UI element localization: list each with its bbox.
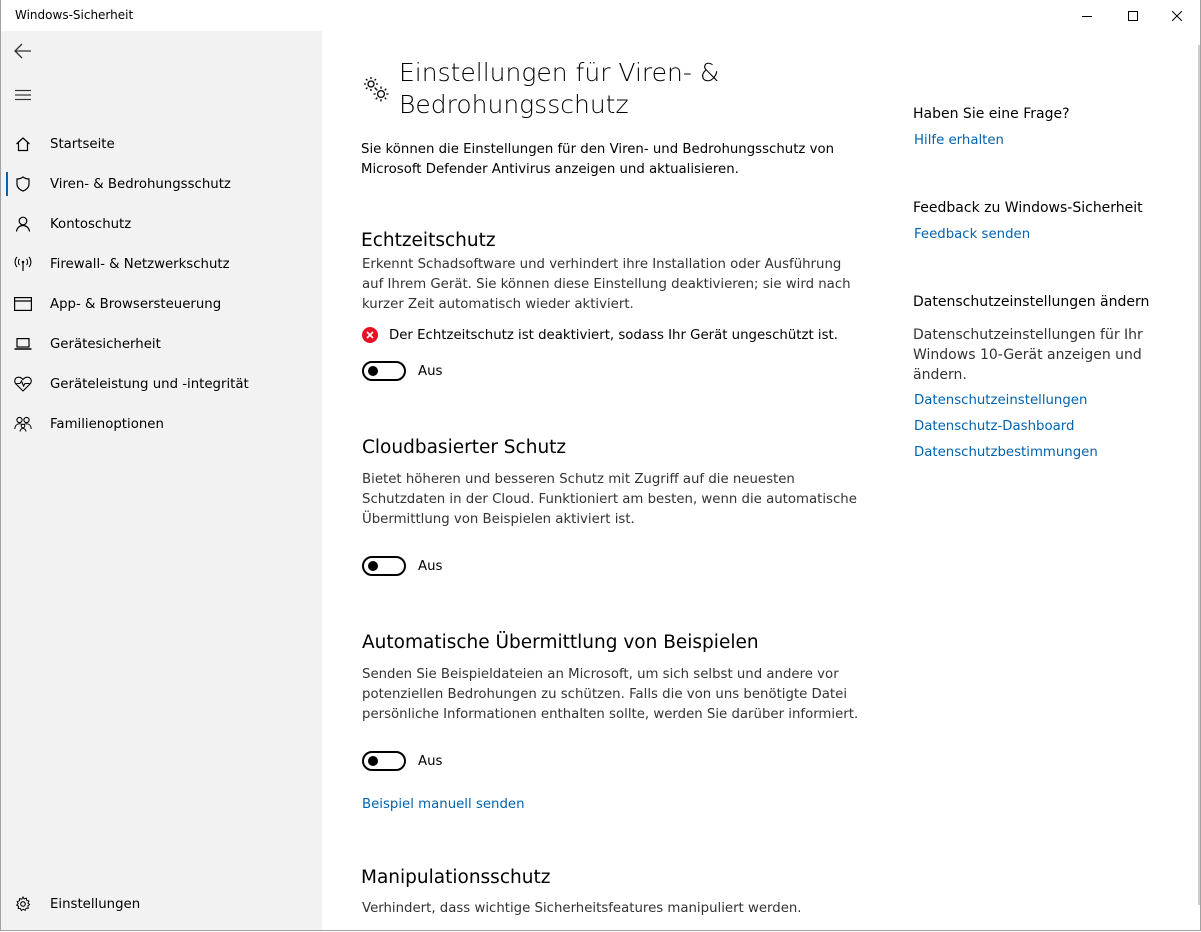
laptop-icon bbox=[14, 336, 32, 352]
toggle-knob bbox=[368, 561, 378, 571]
minimize-icon bbox=[1082, 11, 1092, 21]
toggle-uebermittlung-row bbox=[362, 750, 442, 772]
selection-indicator bbox=[6, 172, 8, 196]
privacy-statement-link[interactable]: Datenschutzbestimmungen bbox=[914, 445, 1098, 460]
realtime-warning bbox=[362, 325, 838, 345]
privacy-settings-link[interactable]: Datenschutzeinstellungen bbox=[914, 393, 1088, 408]
privacy-dashboard-link[interactable]: Datenschutz-Dashboard bbox=[914, 419, 1075, 434]
close-icon bbox=[1172, 11, 1182, 21]
gears-icon bbox=[362, 75, 390, 103]
section-heading-cloudbasierter-schutz: Cloudbasierter Schutz bbox=[362, 437, 567, 458]
hamburger-icon bbox=[15, 89, 31, 101]
heart-pulse-icon bbox=[14, 376, 32, 392]
browser-window-icon bbox=[14, 296, 32, 312]
intro-text: Sie können die Einstellungen für den Viren- und Bedrohungsschutz von Microsoft Defender Antivirus anzeigen und aktualisieren. bbox=[361, 142, 835, 177]
help-link[interactable]: Hilfe erhalten bbox=[914, 133, 1004, 148]
error-icon bbox=[362, 327, 378, 343]
send-sample-manually-link[interactable]: Beispiel manuell senden bbox=[362, 797, 525, 812]
feedback-link[interactable]: Feedback senden bbox=[914, 227, 1031, 242]
question-heading: Haben Sie eine Frage? bbox=[913, 106, 1070, 122]
sidebar-item-geraeteleistung-integritaet[interactable]: Geräteleistung und -integrität bbox=[1, 364, 322, 404]
toggle-cloudschutz-row bbox=[362, 555, 442, 577]
home-icon bbox=[14, 136, 32, 152]
sidebar-item-kontoschutz[interactable]: Kontoschutz bbox=[1, 204, 322, 244]
section-heading-manipulationsschutz: Manipulationsschutz bbox=[361, 867, 551, 888]
window-title: Windows-Sicherheit bbox=[15, 8, 134, 22]
toggle-state-label: Aus bbox=[418, 558, 443, 574]
section-description-automatische-uebermittlung: Senden Sie Beispieldateien an Microsoft, um sich selbst und andere vor potenziellen Bedrohungen zu schützen. Falls die von uns benötigte Datei persönliche Informationen enthalten sollte, werden Sie darüber informiert. bbox=[362, 667, 859, 722]
title-bar bbox=[1, 0, 1200, 31]
page-title: Einstellungen für Viren- & Bedrohungsschutz bbox=[399, 58, 720, 119]
feedback-heading: Feedback zu Windows-Sicherheit bbox=[913, 200, 1143, 216]
sidebar bbox=[1, 31, 322, 931]
toggle-knob bbox=[368, 756, 378, 766]
family-icon bbox=[14, 416, 32, 432]
sidebar-item-startseite[interactable]: Startseite bbox=[1, 124, 322, 164]
scrollbar[interactable] bbox=[1198, 45, 1200, 905]
section-heading-echtzeitschutz: Echtzeitschutz bbox=[361, 230, 496, 251]
sidebar-item-firewall-netzwerkschutz[interactable]: Firewall- & Netzwerkschutz bbox=[1, 244, 322, 284]
sidebar-item-einstellungen[interactable]: Einstellungen bbox=[1, 884, 322, 924]
minimize-button[interactable] bbox=[1064, 0, 1110, 31]
toggle-state-label: Aus bbox=[418, 363, 443, 379]
section-description-echtzeitschutz: Erkennt Schadsoftware und verhindert ihre Installation oder Ausführung auf Ihrem Gerät. Sie können diese Einstellung deaktivieren; sie wird nach kurzer Zeit automatisch wieder aktiviert. bbox=[362, 257, 851, 312]
section-description-cloudbasierter-schutz: Bietet höheren und besseren Schutz mit Zugriff auf die neuesten Schutzdaten in der Cloud. Funktioniert am besten, wenn die automatische Übermittlung von Beispielen aktiviert ist. bbox=[362, 472, 857, 527]
maximize-button[interactable] bbox=[1110, 0, 1156, 31]
toggle-echtzeitschutz-row bbox=[362, 360, 442, 382]
toggle-state-label: Aus bbox=[418, 753, 443, 769]
person-icon bbox=[14, 216, 32, 232]
gear-icon bbox=[14, 896, 32, 912]
sidebar-item-app-browsersteuerung[interactable]: App- & Browsersteuerung bbox=[1, 284, 322, 324]
privacy-text: Datenschutzeinstellungen für Ihr Windows 10-Gerät anzeigen und ändern. bbox=[913, 327, 1143, 383]
sidebar-item-viren-bedrohungsschutz[interactable]: Viren- & Bedrohungsschutz bbox=[1, 164, 322, 204]
hamburger-menu-button[interactable] bbox=[1, 75, 45, 115]
shield-icon bbox=[14, 176, 32, 192]
back-button[interactable] bbox=[1, 31, 45, 71]
sidebar-item-familienoptionen[interactable]: Familienoptionen bbox=[1, 404, 322, 444]
warning-text: Der Echtzeitschutz ist deaktiviert, sodass Ihr Gerät ungeschützt ist. bbox=[389, 327, 838, 343]
section-description-manipulationsschutz: Verhindert, dass wichtige Sicherheitsfeatures manipuliert werden. bbox=[362, 901, 802, 916]
toggle-automatische-uebermittlung[interactable] bbox=[362, 751, 406, 771]
main-content bbox=[322, 31, 1200, 931]
toggle-knob bbox=[368, 366, 378, 376]
close-button[interactable] bbox=[1154, 0, 1200, 31]
privacy-heading: Datenschutzeinstellungen ändern bbox=[913, 294, 1150, 310]
section-heading-automatische-uebermittlung: Automatische Übermittlung von Beispielen bbox=[362, 632, 759, 653]
antenna-icon bbox=[14, 256, 32, 272]
maximize-icon bbox=[1128, 11, 1138, 21]
toggle-cloudbasierter-schutz[interactable] bbox=[362, 556, 406, 576]
back-arrow-icon bbox=[14, 43, 32, 59]
sidebar-item-geraetesicherheit[interactable]: Gerätesicherheit bbox=[1, 324, 322, 364]
toggle-echtzeitschutz[interactable] bbox=[362, 361, 406, 381]
